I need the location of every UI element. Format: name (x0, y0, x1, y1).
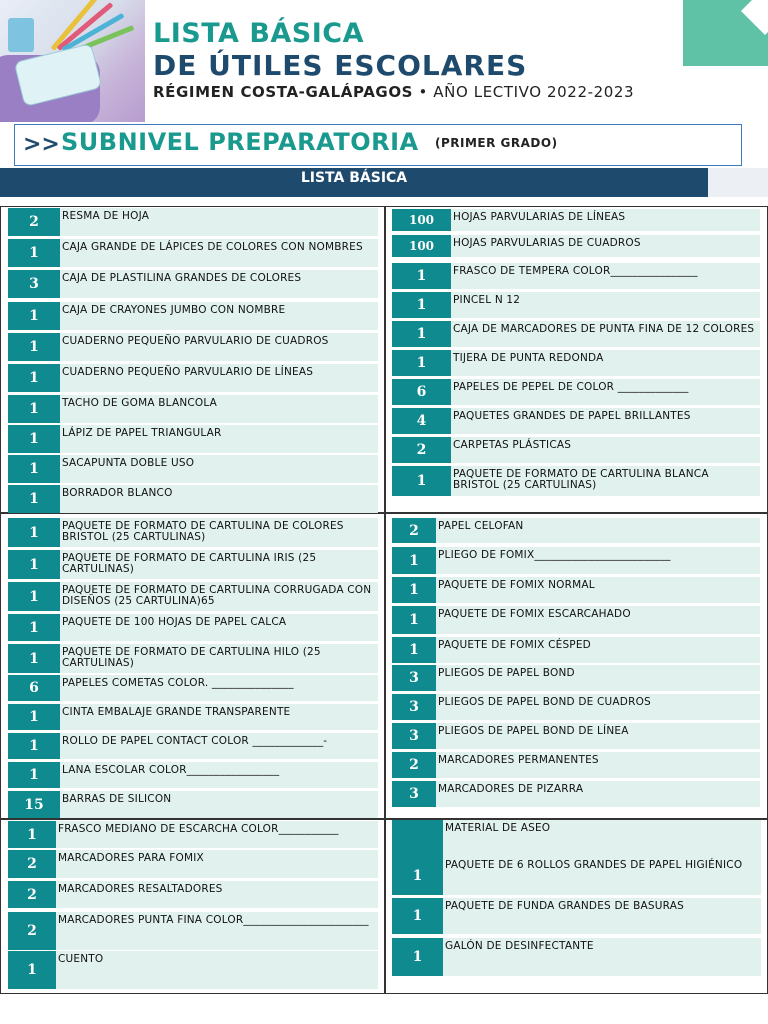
item-quantity: 2 (8, 912, 56, 950)
list-item (8, 302, 378, 330)
item-description: PAPELES COMETAS COLOR. _______________ (60, 675, 378, 701)
item-description: CARPETAS PLÁSTICAS (451, 437, 760, 463)
list-item (8, 239, 378, 267)
item-description: ROLLO DE PAPEL CONTACT COLOR _____________- (60, 733, 378, 759)
item-description: MARCADORES PUNTA FINA COLOR_______________________ (56, 912, 378, 950)
item-description: HOJAS PARVULARIAS DE CUADROS (451, 235, 760, 257)
item-description: CINTA EMBALAJE GRANDE TRANSPARENTE (60, 704, 378, 730)
item-quantity: 1 (8, 455, 60, 483)
list-item (392, 263, 760, 289)
list-item (392, 665, 760, 691)
list-title-bar: LISTA BÁSICA (0, 168, 708, 197)
list-item (8, 951, 378, 989)
list-item (8, 912, 378, 950)
item-description: CAJA DE PLASTILINA GRANDES DE COLORES (60, 270, 378, 298)
subtitle (153, 83, 634, 101)
list-item (8, 395, 378, 423)
list-item (392, 898, 761, 934)
list-item (392, 577, 760, 603)
item-description: MARCADORES PARA FOMIX (56, 850, 378, 878)
item-description: PAQUETE DE FOMIX CÉSPED (436, 637, 760, 663)
item-quantity: 1 (392, 292, 451, 318)
list-item (8, 791, 378, 818)
item-description: PAQUETE DE FOMIX NORMAL (436, 577, 760, 603)
school-supplies-photo (0, 0, 145, 122)
item-quantity: 15 (8, 791, 60, 818)
item-quantity: 3 (392, 723, 436, 749)
item-description: PAQUETE DE 6 ROLLOS GRANDES DE PAPEL HIGIÉNICO (443, 857, 761, 895)
list-item (392, 292, 760, 318)
item-description: RESMA DE HOJA (60, 208, 378, 236)
item-quantity: 1 (8, 644, 60, 673)
item-description: CAJA DE MARCADORES DE PUNTA FINA DE 12 COLORES (451, 321, 760, 347)
item-description: CUADERNO PEQUEÑO PARVULARIO DE CUADROS (60, 333, 378, 361)
item-description: CUENTO (56, 951, 378, 989)
item-description: CAJA GRANDE DE LÁPICES DE COLORES CON NOMBRES (60, 239, 378, 267)
list-item (392, 723, 760, 749)
item-quantity: 1 (8, 614, 60, 641)
item-quantity: 1 (392, 350, 451, 376)
item-quantity: 2 (392, 752, 436, 778)
item-description: MARCADORES PERMANENTES (436, 752, 760, 778)
list-item (392, 235, 760, 257)
list-item (392, 752, 760, 778)
item-description: PLIEGOS DE PAPEL BOND DE CUADROS (436, 694, 760, 720)
item-quantity: 1 (8, 550, 60, 579)
item-quantity: 1 (392, 321, 451, 347)
school-year: AÑO LECTIVO 2022-2023 (433, 83, 635, 101)
list-item (392, 437, 760, 463)
list-item (8, 364, 378, 392)
list-item (8, 850, 378, 878)
item-description: PAQUETE DE FORMATO DE CARTULINA CORRUGADA CON DISEÑOS (25 CARTULINA)65 (60, 582, 378, 611)
item-quantity: 100 (392, 235, 451, 257)
item-quantity: 100 (392, 209, 451, 231)
list-item (392, 209, 760, 231)
item-quantity: 3 (8, 270, 60, 298)
list-item (392, 350, 760, 376)
item-quantity (392, 820, 443, 857)
item-description: PAQUETE DE FORMATO DE CARTULINA IRIS (25 CARTULINAS) (60, 550, 378, 579)
item-quantity: 1 (8, 951, 56, 989)
title-line-1: LISTA BÁSICA (153, 18, 364, 49)
item-quantity: 2 (392, 518, 436, 543)
list-item (392, 938, 761, 976)
list-item (8, 485, 378, 513)
item-description: MARCADORES DE PIZARRA (436, 781, 760, 807)
item-description: PAQUETE DE FOMIX ESCARCAHADO (436, 606, 760, 634)
regimen-label: RÉGIMEN COSTA-GALÁPAGOS (153, 83, 414, 101)
list-item (392, 820, 761, 857)
item-quantity: 1 (8, 704, 60, 730)
item-quantity: 1 (8, 733, 60, 759)
list-item (8, 614, 378, 641)
item-quantity: 3 (392, 665, 436, 691)
item-description: PAQUETE DE FUNDA GRANDES DE BASURAS (443, 898, 761, 934)
item-quantity: 1 (8, 302, 60, 330)
item-quantity: 1 (392, 938, 443, 976)
item-description: PLIEGOS DE PAPEL BOND (436, 665, 760, 691)
item-description: PAQUETE DE FORMATO DE CARTULINA HILO (25 CARTULINAS) (60, 644, 378, 673)
item-quantity: 1 (392, 898, 443, 934)
item-description: TIJERA DE PUNTA REDONDA (451, 350, 760, 376)
item-description: PAPEL CELOFAN (436, 518, 760, 543)
item-description: PLIEGO DE FOMIX_________________________ (436, 547, 760, 574)
list-item (8, 733, 378, 759)
list-item (8, 704, 378, 730)
item-description: PINCEL N 12 (451, 292, 760, 318)
item-quantity: 2 (392, 437, 451, 463)
list-item (8, 518, 378, 547)
list-item (8, 550, 378, 579)
list-item (392, 408, 760, 434)
item-description: LANA ESCOLAR COLOR_________________ (60, 762, 378, 788)
item-description: SACAPUNTA DOBLE USO (60, 455, 378, 483)
item-quantity: 3 (392, 781, 436, 807)
grade-label: (PRIMER GRADO) (435, 136, 558, 150)
item-quantity: 1 (392, 547, 436, 574)
item-description: PAPELES DE PEPEL DE COLOR _____________ (451, 379, 760, 405)
list-item (392, 547, 760, 574)
item-quantity: 1 (8, 582, 60, 611)
item-quantity: 1 (8, 425, 60, 453)
list-item (392, 379, 760, 405)
list-item (392, 321, 760, 347)
item-description: CUADERNO PEQUEÑO PARVULARIO DE LÍNEAS (60, 364, 378, 392)
item-description: LÁPIZ DE PAPEL TRIANGULAR (60, 425, 378, 453)
list-item (8, 582, 378, 611)
item-quantity: 6 (8, 675, 60, 701)
list-item (392, 466, 760, 496)
item-quantity: 1 (392, 263, 451, 289)
item-description: HOJAS PARVULARIAS DE LÍNEAS (451, 209, 760, 231)
list-item (392, 781, 760, 807)
item-description: MARCADORES RESALTADORES (56, 881, 378, 908)
calculator-shape (8, 18, 34, 52)
list-item (8, 208, 378, 236)
bullet: • (418, 83, 428, 101)
item-quantity: 2 (8, 850, 56, 878)
item-quantity: 2 (8, 208, 60, 236)
item-quantity: 1 (8, 485, 60, 513)
double-arrow-icon: >> (23, 132, 60, 157)
item-quantity: 1 (8, 395, 60, 423)
list-item (392, 857, 761, 895)
list-item (392, 606, 760, 634)
item-description: FRASCO MEDIANO DE ESCARCHA COLOR___________ (56, 821, 378, 848)
item-description: BARRAS DE SILICON (60, 791, 378, 818)
item-quantity: 1 (392, 637, 436, 663)
list-item (392, 637, 760, 663)
item-description: PAQUETE DE FORMATO DE CARTULINA DE COLORES BRISTOL (25 CARTULINAS) (60, 518, 378, 547)
item-description: BORRADOR BLANCO (60, 485, 378, 513)
item-quantity: 2 (8, 881, 56, 908)
list-item (8, 675, 378, 701)
item-quantity: 1 (392, 857, 443, 895)
item-quantity: 1 (392, 606, 436, 634)
item-description: PLIEGOS DE PAPEL BOND DE LÍNEA (436, 723, 760, 749)
list-item (8, 270, 378, 298)
subnivel-title: SUBNIVEL PREPARATORIA (61, 128, 419, 156)
list-item (8, 644, 378, 673)
list-item (8, 881, 378, 908)
item-quantity: 1 (8, 333, 60, 361)
item-description: CAJA DE CRAYONES JUMBO CON NOMBRE (60, 302, 378, 330)
item-quantity: 1 (8, 239, 60, 267)
item-quantity: 3 (392, 694, 436, 720)
item-quantity: 6 (392, 379, 451, 405)
item-description: PAQUETE DE FORMATO DE CARTULINA BLANCA BRISTOL (25 CARTULINAS) (451, 466, 760, 496)
bar-side-block (708, 168, 768, 197)
item-quantity: 4 (392, 408, 451, 434)
item-description: FRASCO DE TEMPERA COLOR________________ (451, 263, 760, 289)
list-item (8, 762, 378, 788)
item-description: MATERIAL DE ASEO (443, 820, 761, 857)
item-description: PAQUETES GRANDES DE PAPEL BRILLANTES (451, 408, 760, 434)
subnivel-banner (14, 124, 742, 166)
item-description: TACHO DE GOMA BLANCOLA (60, 395, 378, 423)
list-item (392, 518, 760, 543)
item-description: GALÓN DE DESINFECTANTE (443, 938, 761, 976)
item-quantity: 1 (8, 518, 60, 547)
item-description: PAQUETE DE 100 HOJAS DE PAPEL CALCA (60, 614, 378, 641)
list-item (8, 455, 378, 483)
item-quantity: 1 (392, 577, 436, 603)
list-item (8, 333, 378, 361)
item-quantity: 1 (8, 821, 56, 848)
list-item (392, 694, 760, 720)
item-quantity: 1 (8, 762, 60, 788)
item-quantity: 1 (392, 466, 451, 496)
title-line-2: DE ÚTILES ESCOLARES (153, 49, 528, 82)
list-item (8, 425, 378, 453)
list-item (8, 821, 378, 848)
item-quantity: 1 (8, 364, 60, 392)
